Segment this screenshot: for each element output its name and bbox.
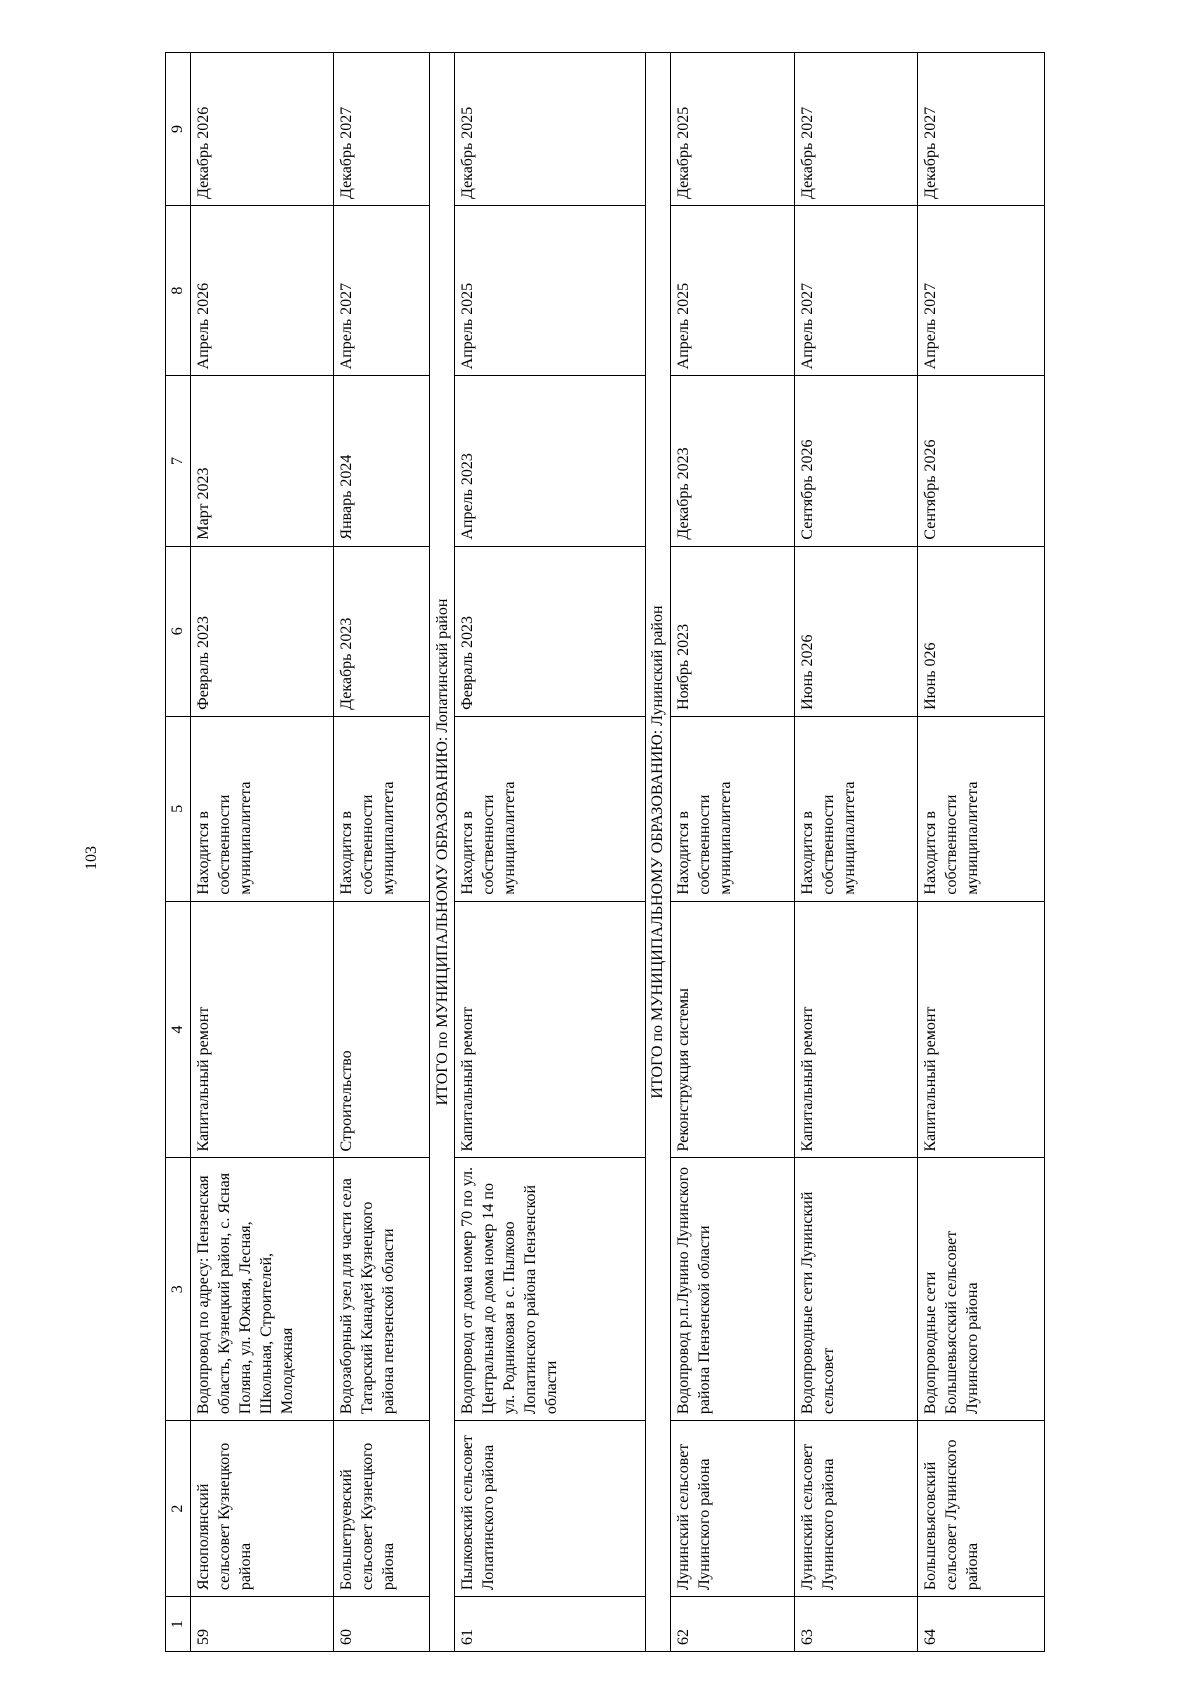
object-cell: Водопроводные сети Большевьясский сельсовет Лунинского района: [917, 1158, 1044, 1421]
date-cell: Март 2023: [190, 376, 333, 546]
projects-table: [165, 52, 1045, 1652]
date-cell: Декабрь 2027: [917, 53, 1044, 206]
row-number: 63: [795, 1597, 917, 1652]
date-cell: Декабрь 2023: [333, 546, 429, 716]
header-cell: 7: [166, 376, 191, 546]
council-cell: Пылковский сельсовет Лопатинского района: [455, 1421, 646, 1597]
date-cell: Ноябрь 2023: [670, 546, 795, 716]
header-cell: 5: [166, 716, 191, 901]
date-cell: Апрель 2026: [190, 206, 333, 376]
table-row: [795, 53, 917, 1652]
ownership-cell: Находится в собственности муниципалитета: [795, 716, 917, 901]
object-cell: Водопровод от дома номер 70 по ул. Центральная до дома номер 14 по ул. Родниковая в с. Пылково Лопатинского района Пензенской области: [455, 1158, 646, 1421]
header-cell: 8: [166, 206, 191, 376]
date-cell: Апрель 2027: [795, 206, 917, 376]
council-cell: Лунинский сельсовет Лунинского района: [795, 1421, 917, 1597]
date-cell: Сентябрь 2026: [795, 376, 917, 546]
date-cell: Июнь 2026: [795, 546, 917, 716]
header-cell: 2: [166, 1421, 191, 1597]
ownership-cell: Находится в собственности муниципалитета: [333, 716, 429, 901]
ownership-cell: Находится в собственности муниципалитета: [670, 716, 795, 901]
date-cell: Апрель 2025: [670, 206, 795, 376]
total-label: ИТОГО по МУНИЦИПАЛЬНОМУ ОБРАЗОВАНИЮ: Лунинский район: [645, 53, 670, 1652]
header-cell: 4: [166, 901, 191, 1158]
header-cell: 6: [166, 546, 191, 716]
row-number: 60: [333, 1597, 429, 1652]
object-cell: Водозаборный узел для части села Татарский Канадей Кузнецкого района пензенской области: [333, 1158, 429, 1421]
date-cell: Декабрь 2025: [455, 53, 646, 206]
row-number: 61: [455, 1597, 646, 1652]
table-row: [190, 53, 333, 1652]
date-cell: Январь 2024: [333, 376, 429, 546]
council-cell: Большевьясовский сельсовет Лунинского района: [917, 1421, 1044, 1597]
date-cell: Декабрь 2025: [670, 53, 795, 206]
total-label: ИТОГО по МУНИЦИПАЛЬНОМУ ОБРАЗОВАНИЮ: Лопатинский район: [430, 53, 455, 1652]
date-cell: Апрель 2023: [455, 376, 646, 546]
header-cell: 9: [166, 53, 191, 206]
header-cell: 3: [166, 1158, 191, 1421]
rotated-table-frame: [165, 52, 1045, 1652]
object-cell: Водопроводные сети Лунинский сельсовет: [795, 1158, 917, 1421]
council-cell: Яснополянский сельсовет Кузнецкого района: [190, 1421, 333, 1597]
ownership-cell: Находится в собственности муниципалитета: [190, 716, 333, 901]
date-cell: Июнь 026: [917, 546, 1044, 716]
total-row-luninsky: [645, 53, 670, 1652]
row-number: 64: [917, 1597, 1044, 1652]
table-container: [165, 52, 1045, 1652]
table-row: [917, 53, 1044, 1652]
object-cell: Водопровод по адресу: Пензенская область, Кузнецкий район, с. Ясная Поляна, ул. Южная, Лесная, Школьная, Строителей, Молодежная: [190, 1158, 333, 1421]
date-cell: Декабрь 2027: [333, 53, 429, 206]
work-type-cell: Капитальный ремонт: [455, 901, 646, 1158]
work-type-cell: Строительство: [333, 901, 429, 1158]
date-cell: Декабрь 2027: [795, 53, 917, 206]
row-number: 62: [670, 1597, 795, 1652]
date-cell: Апрель 2025: [455, 206, 646, 376]
date-cell: Декабрь 2026: [190, 53, 333, 206]
work-type-cell: Капитальный ремонт: [795, 901, 917, 1158]
total-row-lopatinsky: [430, 53, 455, 1652]
page-number: 103: [83, 846, 100, 870]
date-cell: Декабрь 2023: [670, 376, 795, 546]
table-row: [333, 53, 429, 1652]
object-cell: Водопровод р.п.Лунино Лунинского района Пензенской области: [670, 1158, 795, 1421]
date-cell: Февраль 2023: [455, 546, 646, 716]
date-cell: Февраль 2023: [190, 546, 333, 716]
date-cell: Апрель 2027: [333, 206, 429, 376]
header-cell: 1: [166, 1597, 191, 1652]
header-row: [166, 53, 191, 1652]
work-type-cell: Реконструкция системы: [670, 901, 795, 1158]
council-cell: Лунинский сельсовет Лунинского района: [670, 1421, 795, 1597]
table-row: [670, 53, 795, 1652]
work-type-cell: Капитальный ремонт: [917, 901, 1044, 1158]
ownership-cell: Находится в собственности муниципалитета: [917, 716, 1044, 901]
work-type-cell: Капитальный ремонт: [190, 901, 333, 1158]
table-row: [455, 53, 646, 1652]
council-cell: Большетруевский сельсовет Кузнецкого района: [333, 1421, 429, 1597]
date-cell: Апрель 2027: [917, 206, 1044, 376]
date-cell: Сентябрь 2026: [917, 376, 1044, 546]
row-number: 59: [190, 1597, 333, 1652]
ownership-cell: Находится в собственности муниципалитета: [455, 716, 646, 901]
